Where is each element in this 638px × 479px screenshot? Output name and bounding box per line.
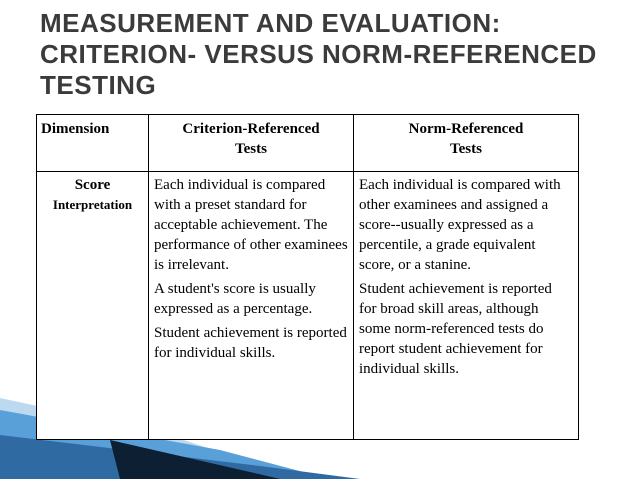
title-line-3: TESTING (40, 70, 157, 100)
norm-paragraph-1: Each individual is compared with other examinees and assigned a score--usually expressed as a percentile, a grade equivalent score, or a stanine. (359, 177, 561, 273)
criterion-cell (149, 172, 354, 440)
header-dimension: Dimension (37, 115, 149, 172)
dimension-label: Score (74, 177, 111, 193)
header-norm (354, 115, 579, 172)
header-norm-line1: Norm-Referenced (408, 121, 524, 137)
dimension-cell (37, 172, 149, 440)
criterion-paragraph-1: Each individual is compared with a preset standard for acceptable achievement. The performance of other examinees is irrelevant. (154, 177, 348, 273)
dimension-sublabel: Interpretation (52, 197, 133, 212)
slide-title (40, 8, 630, 101)
header-criterion-line2: Tests (235, 141, 267, 157)
comparison-table (36, 114, 579, 440)
table-header-row (37, 115, 579, 172)
norm-paragraph-2: Student achievement is reported for broad skill areas, although some norm-referenced tests do report student achievement for individual skills. (359, 281, 552, 377)
criterion-paragraph-2: A student's score is usually expressed as a percentage. (154, 281, 316, 317)
norm-cell (354, 172, 579, 440)
header-norm-line2: Tests (450, 141, 482, 157)
header-criterion-line1: Criterion-Referenced (182, 121, 320, 137)
table-row (37, 172, 579, 440)
criterion-paragraph-3: Student achievement is reported for individual skills. (154, 325, 347, 361)
title-line-2: CRITERION- VERSUS NORM-REFERENCED (40, 39, 597, 69)
title-line-1: MEASUREMENT AND EVALUATION: (40, 8, 501, 38)
header-criterion (149, 115, 354, 172)
